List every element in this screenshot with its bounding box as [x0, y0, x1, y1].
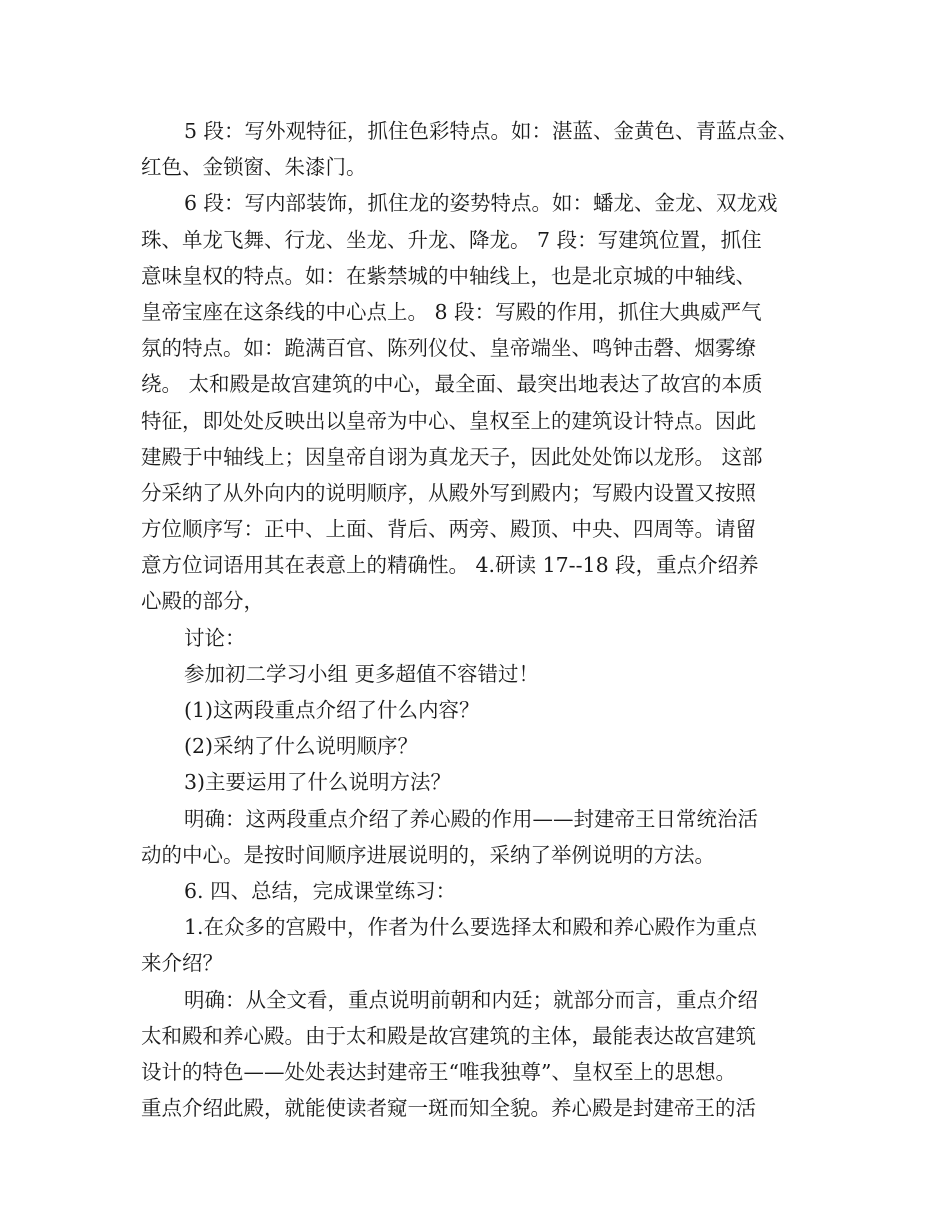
text-line: 5 段：写外观特征，抓住色彩特点。如：湛蓝、金黄色、青蓝点金、: [184, 119, 799, 143]
text-line: 讨论：: [184, 625, 246, 650]
text-line: 1.在众多的宫殿中，作者为什么要选择太和殿和养心殿作为重点: [184, 915, 758, 940]
text-line: 皇帝宝座在这条线的中心点上。 8 段：写殿的作用，抓住大典威严气: [141, 299, 762, 324]
text-line: 明确：从全文看，重点说明前朝和内廷；就部分而言，重点介绍: [184, 987, 758, 1012]
text-line: 珠、单龙飞舞、行龙、坐龙、升龙、降龙。 7 段：写建筑位置，抓住: [141, 227, 762, 252]
text-line: 方位顺序写：正中、上面、背后、两旁、殿顶、中央、四周等。请留: [141, 517, 756, 542]
body-text: [141, 113, 821, 1126]
text-line: 来介绍？: [141, 951, 223, 976]
text-line: 绕。 太和殿是故宫建筑的中心，最全面、最突出地表达了故宫的本质: [141, 372, 763, 397]
text-line: 动的中心。是按时间顺序进展说明的，采纳了举例说明的方法。: [141, 842, 715, 867]
text-line: 6. 四、总结，完成课堂练习：: [184, 878, 457, 903]
text-line: 明确：这两段重点介绍了养心殿的作用——封建帝王日常统治活: [184, 806, 758, 831]
text-line: 重点介绍此殿，就能使读者窥一斑而知全貌。养心殿是封建帝王的活: [141, 1096, 756, 1121]
text-line: 特征，即处处反映出以皇帝为中心、皇权至上的建筑设计特点。因此: [141, 408, 756, 433]
text-line: 心殿的部分，: [141, 589, 264, 614]
text-line: 3)主要运用了什么说明方法？: [184, 770, 452, 795]
text-line: 分采纳了从外向内的说明顺序，从殿外写到殿内；写殿内设置又按照: [141, 480, 756, 505]
text-line: 意味皇权的特点。如：在紫禁城的中轴线上，也是北京城的中轴线、: [141, 263, 756, 288]
text-line: 氛的特点。如：跪满百官、陈列仪仗、皇帝端坐、鸣钟击磬、烟雾缭: [141, 336, 756, 361]
text-line: 参加初二学习小组 更多超值不容错过！: [184, 661, 540, 686]
text-line: 红色、金锁窗、朱漆门。: [141, 155, 367, 180]
text-line: 建殿于中轴线上；因皇帝自诩为真龙天子，因此处处饰以龙形。 这部: [141, 444, 763, 469]
text-line: (1)这两段重点介绍了什么内容？: [184, 698, 480, 722]
text-line: 6 段：写内部装饰，抓住龙的姿势特点。如：蟠龙、金龙、双龙戏: [184, 191, 778, 216]
text-line: 太和殿和养心殿。由于太和殿是故宫建筑的主体，最能表达故宫建筑: [141, 1023, 756, 1048]
text-line: 设计的特色——处处表达封建帝王“唯我独尊”、皇权至上的思想。: [141, 1059, 736, 1084]
text-line: (2)采纳了什么说明顺序？: [184, 734, 419, 759]
text-line: 意方位词语用其在表意上的精确性。 4.研读 17--18 段，重点介绍养: [141, 553, 759, 578]
